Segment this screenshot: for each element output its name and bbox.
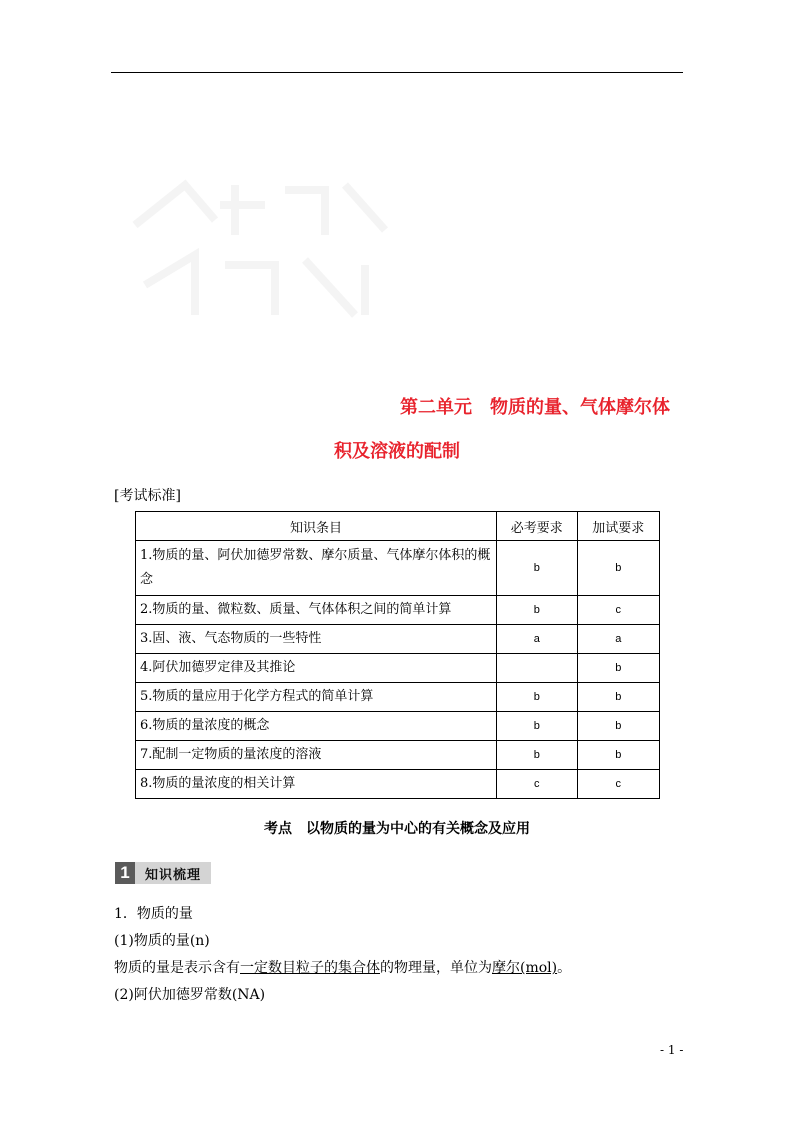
required-level: b — [497, 596, 577, 625]
paragraph-subheading-1: (1)物质的量(n) — [114, 933, 210, 949]
paragraph-heading-1: 1．物质的量 — [114, 906, 193, 922]
table-row — [136, 741, 660, 770]
extra-level: b — [577, 712, 659, 741]
knowledge-item: 1.物质的量、阿伏加德罗常数、摩尔质量、气体摩尔体积的概念 — [136, 541, 497, 596]
table-row — [136, 683, 660, 712]
badge-label: 知识梳理 — [135, 862, 211, 884]
knowledge-item: 8.物质的量浓度的相关计算 — [136, 770, 497, 799]
required-level: c — [497, 770, 577, 799]
definition-text-end: 。 — [557, 960, 572, 976]
header-extra: 加试要求 — [577, 512, 659, 541]
knowledge-item: 7.配制一定物质的量浓度的溶液 — [136, 741, 497, 770]
knowledge-item: 5.物质的量应用于化学方程式的简单计算 — [136, 683, 497, 712]
knowledge-item: 4.阿伏加德罗定律及其推论 — [136, 654, 497, 683]
knowledge-item: 2.物质的量、微粒数、质量、气体体积之间的简单计算 — [136, 596, 497, 625]
knowledge-item: 6.物质的量浓度的概念 — [136, 712, 497, 741]
unit-title-line2: 积及溶液的配制 — [334, 441, 460, 462]
paragraph-definition — [114, 957, 571, 977]
section-heading: 考点 以物质的量为中心的有关概念及应用 — [264, 821, 530, 837]
exam-standards-table — [135, 511, 660, 799]
table-row — [136, 770, 660, 799]
extra-level: b — [577, 741, 659, 770]
table-header-row — [136, 512, 660, 541]
table-row — [136, 654, 660, 683]
faint-watermark — [125, 165, 395, 335]
knowledge-item: 3.固、液、气态物质的一些特性 — [136, 625, 497, 654]
required-level: a — [497, 625, 577, 654]
table-row — [136, 596, 660, 625]
paragraph-subheading-2: (2)阿伏加德罗常数(NA) — [114, 987, 266, 1003]
table-row — [136, 625, 660, 654]
extra-level: b — [577, 683, 659, 712]
exam-standards-label: [考试标准] — [114, 488, 181, 504]
header-required: 必考要求 — [497, 512, 577, 541]
table-row — [136, 541, 660, 596]
required-level: b — [497, 541, 577, 596]
required-level: b — [497, 683, 577, 712]
extra-level: c — [577, 770, 659, 799]
definition-text-start: 物质的量是表示含有 — [114, 960, 240, 976]
table-row — [136, 712, 660, 741]
extra-level: b — [577, 654, 659, 683]
extra-level: b — [577, 541, 659, 596]
unit-title-line1: 第二单元 物质的量、气体摩尔体 — [400, 397, 670, 418]
knowledge-review-badge — [115, 862, 211, 884]
required-level: b — [497, 741, 577, 770]
required-level — [497, 654, 577, 683]
definition-underline-1: 一定数目粒子的集合体 — [240, 960, 380, 976]
extra-level: c — [577, 596, 659, 625]
extra-level: a — [577, 625, 659, 654]
header-knowledge-item: 知识条目 — [136, 512, 497, 541]
required-level: b — [497, 712, 577, 741]
badge-number: 1 — [115, 862, 135, 884]
page-number: - 1 - — [660, 1043, 684, 1057]
header-rule — [111, 72, 683, 73]
definition-text-middle: 的物理量，单位为 — [380, 960, 492, 976]
definition-underline-2: 摩尔(mol) — [492, 960, 558, 976]
